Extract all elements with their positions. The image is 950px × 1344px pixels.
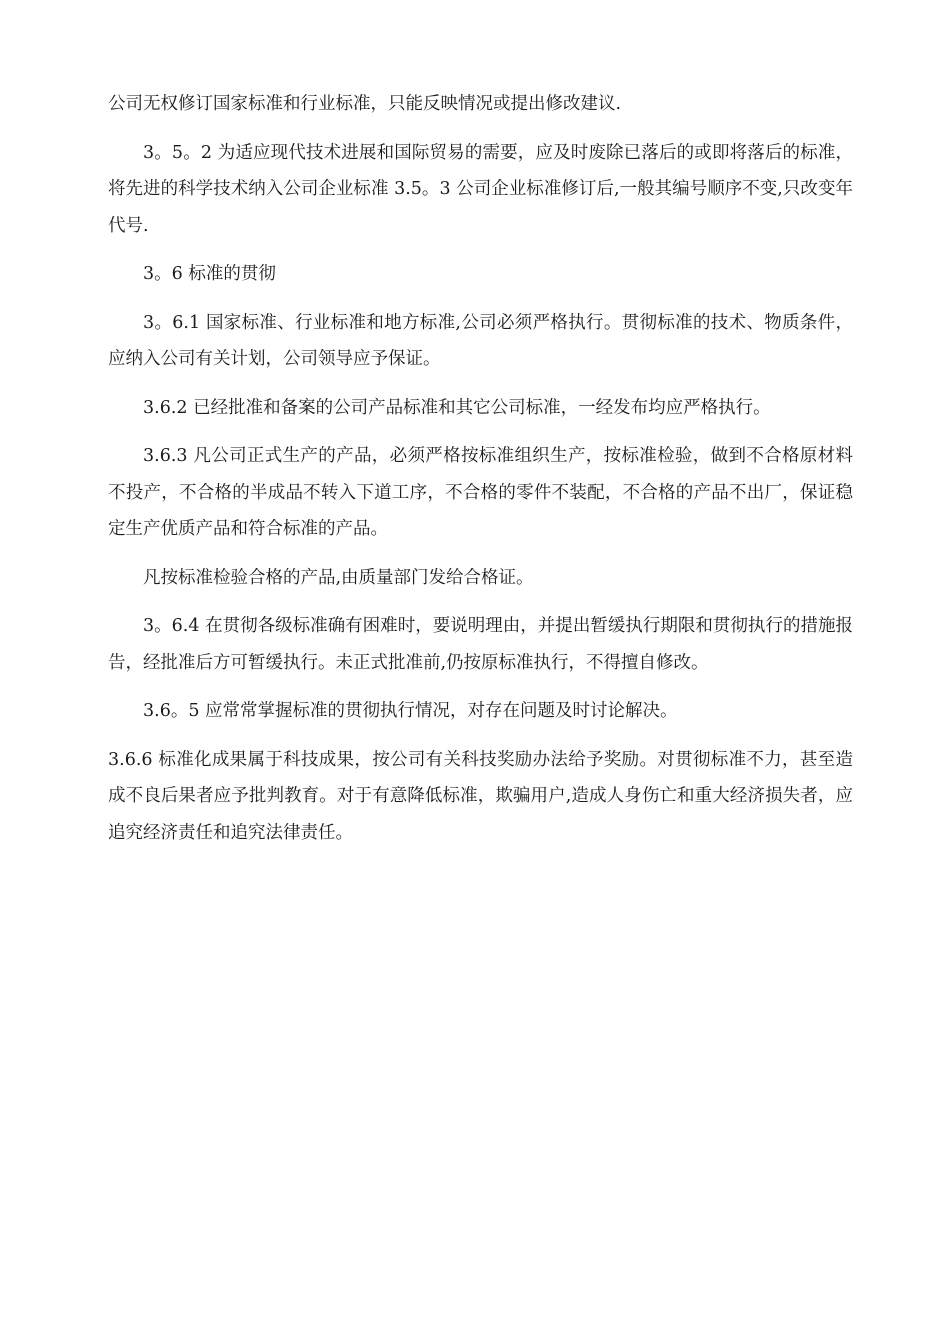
paragraph-3-6-3: 3.6.3 凡公司正式生产的产品，必须严格按标准组织生产，按标准检验，做到不合格原材料不投产，不合格的半成品不转入下道工序，不合格的零件不装配，不合格的产品不出厂，保证稳定生产优质产品和符合标准的产品。	[108, 446, 853, 539]
paragraph-3-6-1: 3。6.1 国家标准、行业标准和地方标准,公司必须严格执行。贯彻标准的技术、物质条件，应纳入公司有关计划，公司领导应予保证。	[108, 312, 853, 369]
section-heading-3-6: 3。6 标准的贯彻	[143, 264, 276, 284]
paragraph-intro: 公司无权修订国家标准和行业标准，只能反映情况或提出修改建议.	[108, 94, 622, 114]
paragraph-3-5-2: 3。5。2 为适应现代技术进展和国际贸易的需要，应及时废除已落后的或即将落后的标准，将先进的科学技术纳入公司企业标准 3.5。3 公司企业标准修订后,一般其编号顺序不变,只改变年代号.	[108, 142, 853, 236]
paragraph-certificate: 凡按标准检验合格的产品,由质量部门发给合格证。	[143, 567, 534, 588]
paragraph-3-6-4: 3。6.4 在贯彻各级标准确有困难时，要说明理由，并提出暂缓执行期限和贯彻执行的措施报告，经批准后方可暂缓执行。未正式批准前,仍按原标准执行，不得擅自修改。	[108, 616, 853, 673]
paragraph-3-6-6: 3.6.6 标准化成果属于科技成果，按公司有关科技奖励办法给予奖励。对贯彻标准不力，甚至造成不良后果者应予批判教育。对于有意降低标准，欺骗用户,造成人身伤亡和重大经济损失者，应追究经济责任和追究法律责任。	[108, 749, 853, 843]
paragraph-3-6-2: 3.6.2 已经批准和备案的公司产品标准和其它公司标准，一经发布均应严格执行。	[143, 397, 771, 418]
paragraph-3-6-5: 3.6。5 应常常掌握标准的贯彻执行情况，对存在问题及时讨论解决。	[143, 701, 678, 721]
document-body	[108, 86, 853, 863]
